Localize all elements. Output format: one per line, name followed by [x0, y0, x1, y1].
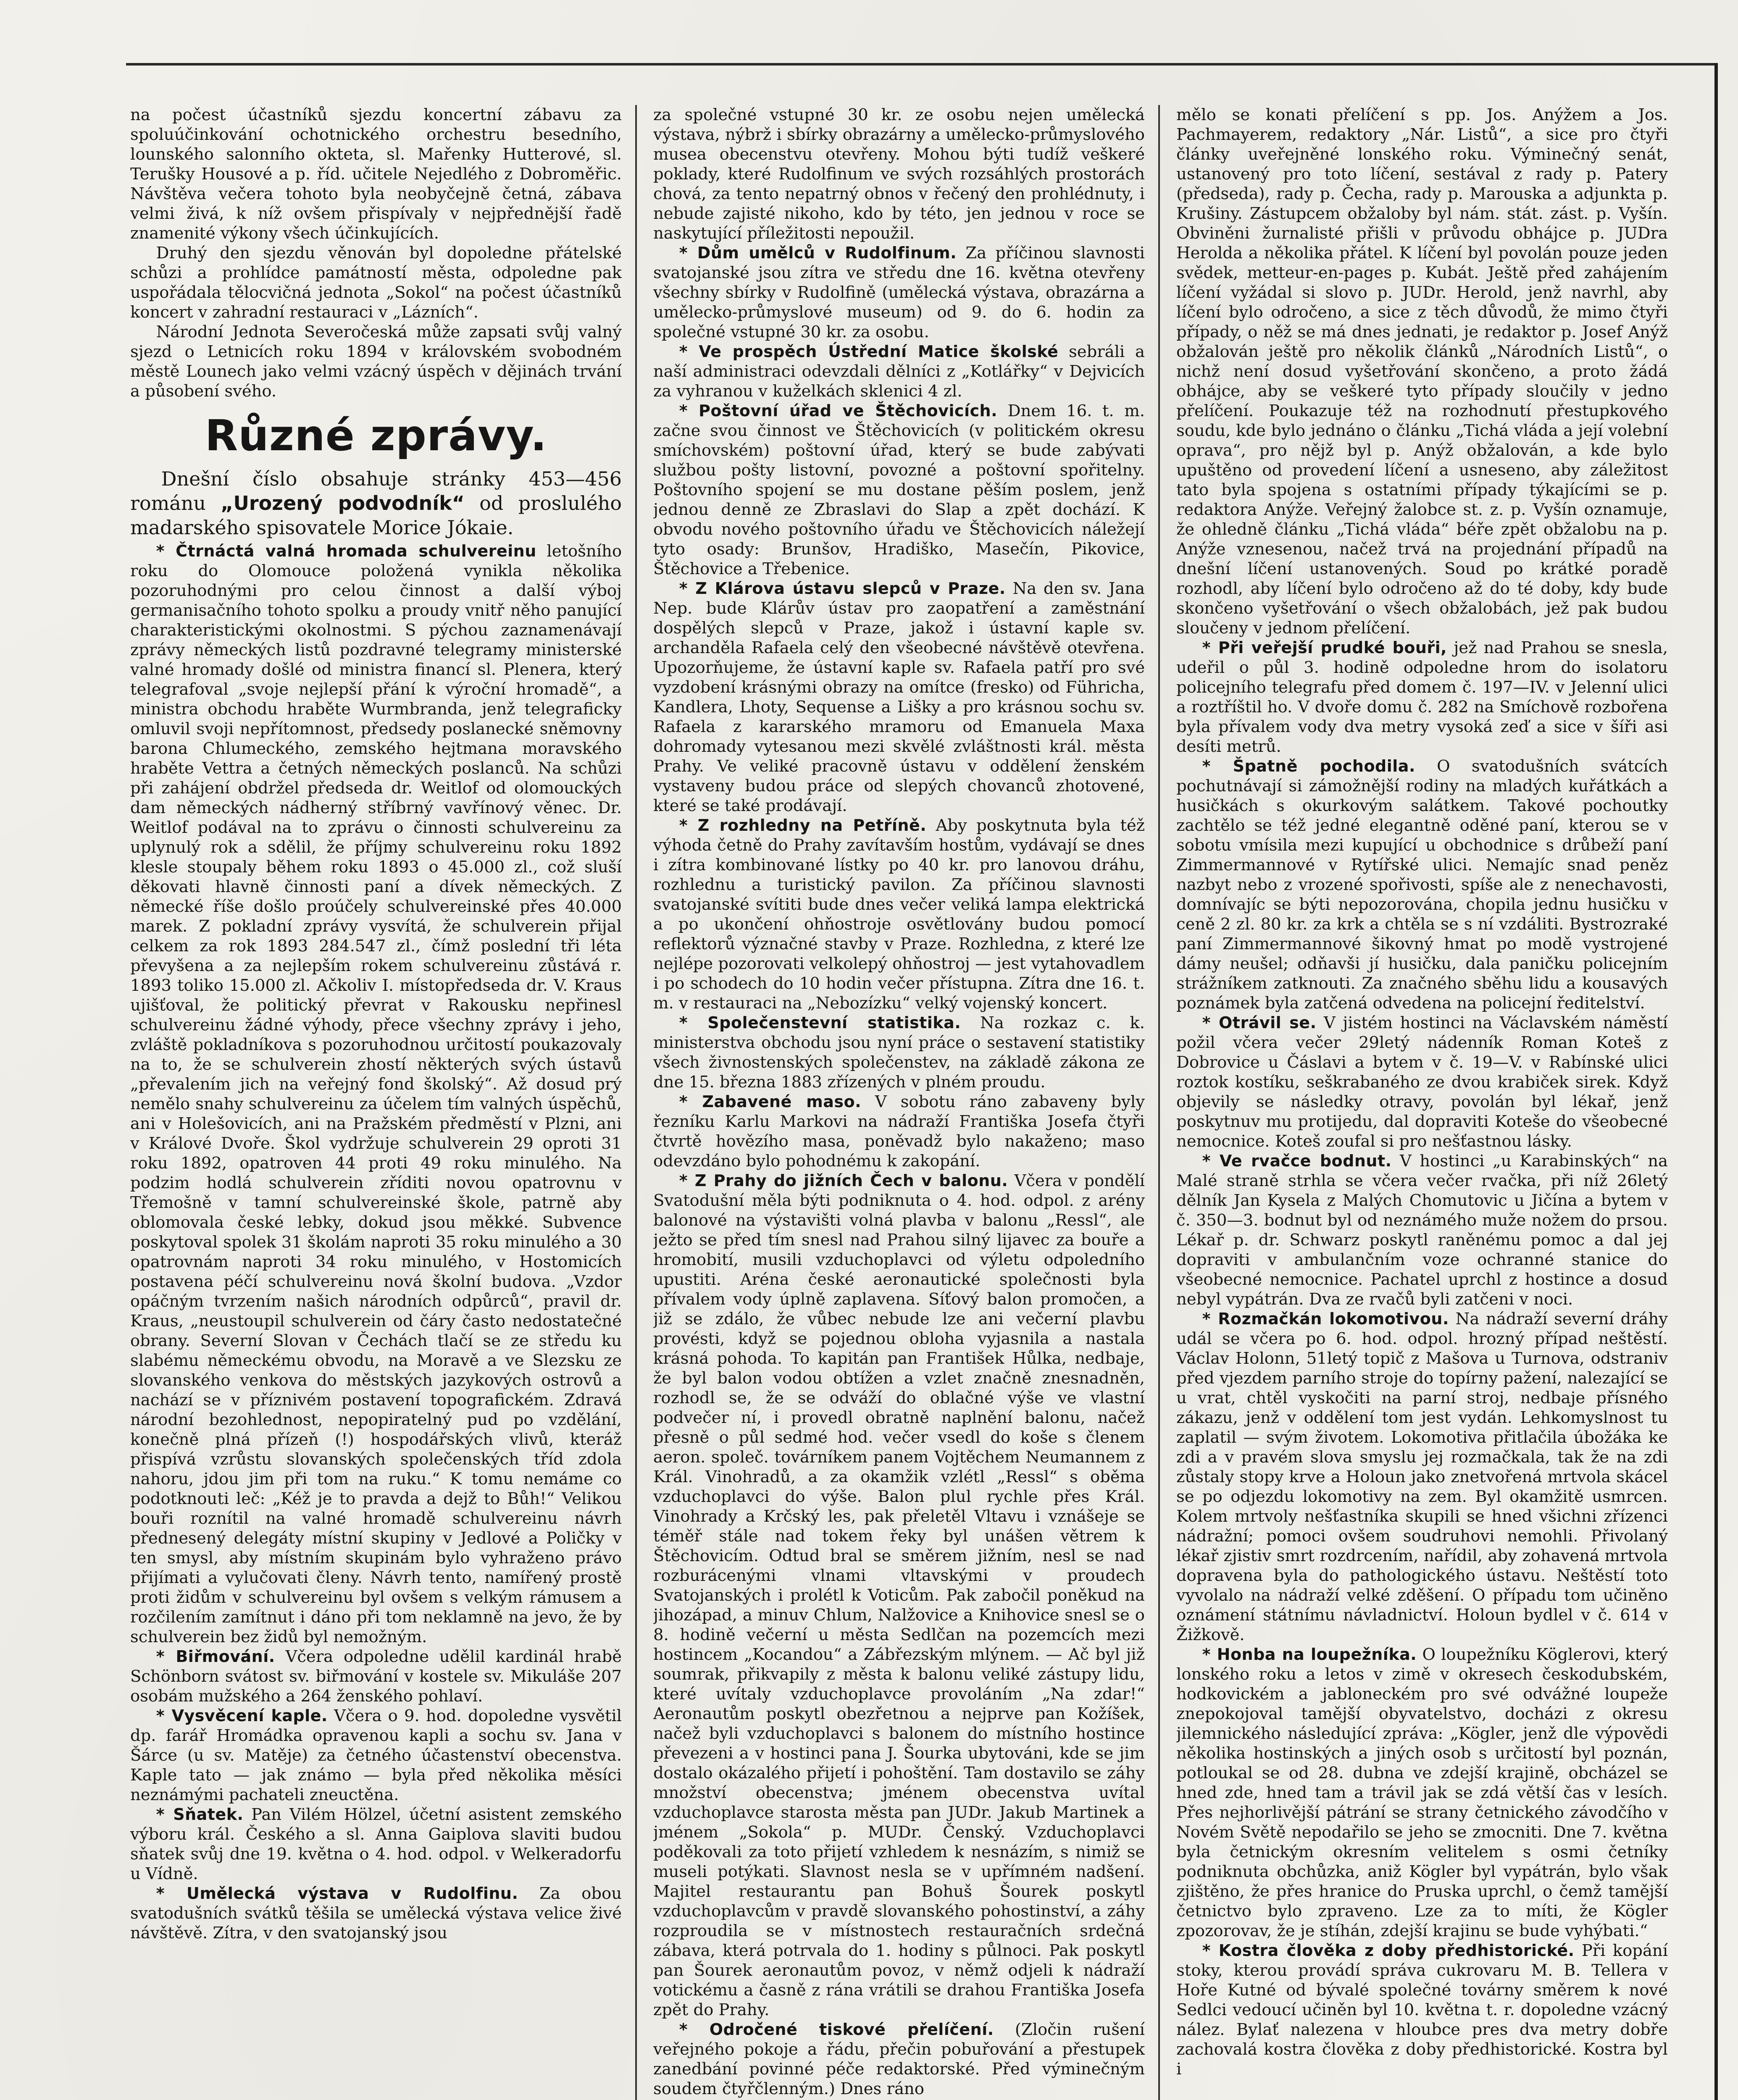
news-item — [653, 816, 1145, 1013]
news-body: jež nad Prahou se snesla, udeřil o půl 3. hodině odpoledne hrom do isolatoru policejního telegrafu před domem č. 197—IV. v Jelenní ulici a roztříštil ho. V dvoře domu č. 282 na Smíchově rozbořena byla přívalem vody dva metry vysoká zeď a sice v šíři asi desíti metrů. — [1176, 638, 1668, 756]
news-item — [1176, 1013, 1668, 1151]
news-item — [653, 1171, 1145, 2020]
right-border-line — [1714, 63, 1718, 2100]
news-body: O loupežníku Köglerovi, který lonského roku a letos v zimě v okresech českodubském, hodkovickém a jabloneckém pro své odvážné loupeže znepokojoval tamější obyvatelstvo, docházi z okresu jilemnického následující zpráva: „Kögler, jenž dle výpovědi několika hostinských a jiných osob s určitostí byl poznán, potloukal se od 28. dubna ve zdejší krajině, obcházel se hned zde, hned tam a trávil jak se zdá větší čas v lesích. Přes nejhorlivější pátrání se strany četnického závodčího v Novém Světě nepodařilo se jeho se zmocniti. Dne 7. května byla četnickým okresním velitelem s osmi četníky podniknuta obchůzka, aniž Kögler byl vypátrán, bylo však zjištěno, že přes hranice do Pruska uprchl, o čemž tamější četnictvo bylo zpraveno. Lze za to míti, že Kögler zpozorovav, že je stíhán, zdejší krajinu se bude vyhýbati.“ — [1176, 1645, 1668, 1940]
news-body: V hostinci „u Karabinských“ na Malé straně strhla se včera večer rvačka, při níž 26letý dělník Jan Kysela z Malých Chomutovic u Jičína a bytem v č. 350—3. bodnut byl od neznámého muže nožem do prsou. Lékař p. dr. Schwarz poskytl raněnému pomoc a dal jej dopraviti v ambulančním voze ochranné stanice do všeobecné nemocnice. Pachatel uprchl z hostince a dosud nebyl vypátrán. Dva ze rvačů byli zatčeni v noci. — [1176, 1152, 1668, 1309]
news-headline: * Z Prahy do jižních Čech v balonu. — [679, 1171, 1008, 1190]
column-1 — [130, 105, 622, 2100]
news-body: Na den sv. Jana Nep. bude Klárův ústav pro zaopatření a zaměstnání dospělých slepců v Praze, jakož i ústavní kaple sv. archanděla Rafaela celý den všeobecné návštěvě otevřena. Upozorňujeme, že ústavní kaple sv. Rafaela patří pro své vyzdobení krásnými obrazy na omítce (fresko) od Führicha, Kandlera, Lhoty, Sequense a Lišky a pro krásnou sochu sv. Rafaela z kararského mramoru od Emanuela Maxa dohromady vytesanou mezi skvělé zvláštnosti král. města Prahy. Ve veliké pracovně ústavu v oddělení ženském vystaveny budou práce od slepých chovanců zhotovené, které se také prodávají. — [653, 579, 1145, 815]
top-border-line — [126, 63, 1717, 66]
news-body: V sobotu ráno zabaveny byly řezníku Karlu Markovi na nádraží Františka Josefa čtyři čtvrtě hovězího masa, poněvadž bylo nakaženo; maso odevzdáno bylo pohodnému k zakopání. — [653, 1092, 1145, 1171]
news-body: (Zločin rušení veřejného pokoje a řádu, přečin pobuřování a přestupek zanedbání povinné péče redaktorské. Před výminečným soudem čtyřčlenným.) Dnes ráno — [653, 2020, 1145, 2098]
news-headline: * Ve prospěch Ústřední Matice školské — [679, 342, 1059, 361]
news-body: V jistém hostinci na Václavském náměstí požil včera večer 29letý nádenník Roman Koteš z Dobrovice u Čáslavi a bytem v č. 19—V. v Rabínské ulici roztok kostíku, seškrabaného ze dvou krabiček sirek. Když objevily se následky otravy, povolán byl lékař, jenž poskytnuv mu protijedu, dal dopraviti Koteše do všeobecné nemocnice. Koteš zoufal si pro nešťastnou lásky. — [1176, 1013, 1668, 1151]
news-body: sebráli a naší administraci odevzdali dělníci z „Kotlářky“ v Dejvicích za vyhranou v kuželkách sklenici 4 zl. — [653, 342, 1145, 401]
news-item — [1176, 1309, 1668, 1645]
news-headline: * Odročené tiskové přelíčení. — [679, 2020, 994, 2039]
news-item — [653, 2020, 1145, 2099]
novel-title: „Urozený podvodník“ — [221, 492, 465, 514]
news-item — [653, 1013, 1145, 1092]
news-body: letošního roku do Olomouce položená vynikla několika pozoruhodnými pro celou činnost a další výboj germanisačního tohoto spolku a proudy vnitř něho panující charakteristickými okolnostmi. S pýchou zaznamenávají zprávy německých listů pozdravné telegramy ministerské valné hromady došlé od ministra financí sl. Plenera, který telegrafoval „svoje nejlepší přání k výroční hromadě“, a ministra obchodu hraběte Wurmbranda, jenž telegraficky omluvil svoji nepřítomnost, předsedy poslanecké sněmovny barona Chlumeckého, zemského hejtmana moravského hraběte Vettra a četných německých poslanců. Na schůzi při zahájení obdržel předseda dr. Weitlof od olomouckých dam německých nádherný stříbrný vavřínový věnec. Dr. Weitlof podával na to zprávu o činnosti schulvereinu za uplynulý rok a sdělil, že příjmy schulvereinu roku 1892 klesle stoupaly během roku 1893 o 45.000 zl., což sluší děkovati hlavně činnosti paní a dívek německých. Z německé říše došlo proúčely schulvereinské přes 40.000 marek. Z pokladní zprávy vysvítá, že schulverein přijal celkem za rok 1893 284.547 zl., čímž poslední tři léta převyšena a za nejlepším rokem schulvereinu zůstává r. 1893 toliko 15.000 zl. Ačkoliv I. místopředseda dr. V. Kraus ujišťoval, že politický převrat v Rakousku nepřinesl schulvereinu žádné výhody, přece všechny zprávy i jeho, zvláště pokladníkova s pozoruhodnou určitostí poukazovaly na to, že se schulverein zhostí některých svých ústavů „převalením jich na veřejný fond školský“. Až dosud prý nemělo snahy schulvereinu za účelem tím valných úspěchů, ani v Holešovicích, ani na Pražském předměstí v Plzni, ani v Králové Dvoře. Škol vydržuje schulverein 29 oproti 31 roku 1892, opatroven 44 proti 49 roku minulého. Na podzim hodlá schulverein zříditi novou opatrovnu v Třemošně v tamní schulvereinské škole, patrně aby oblomovala české lebky, dokud jsou měkké. Subvence poskytoval spolek 31 školám naproti 35 roku minulého a 30 opatrovnám naproti 34 roku minulého, v Hostomicích postavena péčí schulvereinu nová školní budova. „Vzdor opáčným tvrzením našich národních odpůrců“, pravil dr. Kraus, „neustoupil schulverein od čáry často nedostatečné obrany. Severní Slovan v Čechách tlačí se ze středu ku slabému německému obvodu, na Moravě a ve Slezsku ze slovanského venkova do městských jazykových ostrovů a nachází se v příznivém postavení topografickém. Zdravá národní bezohlednost, nepopiratelný pud po vzdělání, konečně plná přízeň (!) hospodářských vlivů, kteráž přispívá vzrůstu slovanských společenských tříd zdola nahoru, jdou jim při tom na ruku.“ K tomu nemáme co podotknouti leč: „Kéž je to pravda a dejž to Bůh!“ Velikou bouři roznítil na valné hromadě schulvereinu návrh přednesený delegáty místní skupiny v Jedlové a Poličky v ten smysl, aby místním skupinám bylo vyhraženo právo přijímati a vylučovati členy. Návrh tento, namířený prostě proti židům v schulvereinu byl ovšem s velkým rámusem a rozčilením zamítnut i dáno při tom neklamně na jevo, že by schulverein bez židů byl nemožným. — [130, 542, 622, 1646]
news-body: Na nádraží severní dráhy udál se včera po 6. hod. odpol. hrozný případ neštěstí. Václav Holonn, 51letý topič z Mašova u Turnova, odstraniv před vjezdem parního stroje do topírny pažení, nalezající se u vrat, chtěl vyskočiti na parní stroj, nedbaje přísného zákazu, jenž v oddělení tom jest vydán. Lehkomyslnost tu zaplatil — svým životem. Lokomotiva přitlačila úbožáka ke zdi a v pravém slova smyslu jej rozmačkala, tak že na zdi zůstaly stopy krve a Holoun jako znetvořená mrtvola skácel se po odjezdu lokomotivy na zem. Byl okamžitě usmrcen. Kolem mrtvoly nešťastníka skupili se hned všichni zřízenci nádražní; pomoci ovšem soudruhovi nemohli. Přivolaný lékař zjistiv smrt rozdrcením, nařídil, aby zohavená mrtvola dopravena byla do pathologického ústavu. Neštěstí toto vyvolalo na nádraží velké zděšení. O případu tom učiněno oznámení státnímu návladnictví. Holoun bydlel v č. 614 v Žižkově. — [1176, 1310, 1668, 1644]
news-item — [1176, 756, 1668, 1013]
news-item — [1176, 1941, 1668, 2079]
news-headline: * Kostra člověka z doby předhistorické. — [1202, 1941, 1575, 1960]
news-headline: * Dům umělců v Rudolfinum. — [679, 244, 957, 262]
news-body: Včera v pondělí Svatodušní měla býti podniknuta o 4. hod. odpol. z arény balonové na výstavišti volná plavba v balonu „Ressl“, ale ježto se před tím snesl nad Prahou silný lijavec za bouře a hromobití, musili vzduchoplavci od výletu odpoledního upustiti. Aréna české aeronautické společnosti byla přívalem vody úplně zaplavena. Síťový balon promočen, a již se zdálo, že vůbec nebude lze ani večerní plavbu provésti, když se pojednou obloha vyjasnila a nastala krásná pohoda. To kapitán pan František Hůlka, nedbaje, že byl balon vodou obtížen a vzlet značně znesnadněn, rozhodl se, že se odváží do oblačné výše ve vlastní podvečer ní, i provedl obratně naplnění balonu, načež přesně o půl sedmé hod. večer vsedl do koše s členem aeron. společ. továrníkem panem Vojtěchem Neumannem z Král. Vinohradů, a za okamžik vzlétl „Ressl“ s oběma vzduchoplavci do výše. Balon plul rychle přes Král. Vinohrady a Krčský les, pak přeletěl Vltavu i vznášeje se téměř stále nad tokem řeky byl unášen větrem k Štěchovicím. Odtud bral se směrem jižním, nesl se nad rozburácenými vlnami vltavskými v proudech Svatojanských i prolétl k Voticům. Pak zabočil poněkud na jihozápad, a minuv Chlum, Nalžovice a Knihovice snesl se o 8. hodině večerní u města Sedlčan na pozemcích mezi hostincem „Kocandou“ a Zábřezským mlýnem. — Ač byl již soumrak, přikvapily z města k balonu veliké zástupy lidu, které uvítaly vzduchoplavce provoláním „Na zdar!“ Aeronautům poskytl obezřetnou a nejprve pan Kožíšek, načež byli vzduchoplavci s balonem do místního hostince převezeni a v hostinci pana J. Šourka ubytováni, kde se jim dostalo okázalého přijetí i pohoštění. Tam dostavilo se záhy množství obecenstva; jménem obecenstva uvítal vzduchoplavce starosta města pan JUDr. Jakub Martinek a jménem „Sokola“ p. MUDr. Čenský. Vzduchoplavci poděkovali za toto přijetí vzhledem k nesnázím, s nimiž se museli potýkati. Slavnost nesla se v upřímném nadšení. Majitel restaurantu pan Bohuš Šourek poskytl vzduchoplavcům v pravdě slovanského pohostinství, a záhy rozproudila se v místnostech restauračních srdečná zábava, která potrvala do 1. hodiny s půlnoci. Pak poskytl pan Šourek aeronautům povoz, v němž odjeli k nádraží votickému a časně z rána vrátili se drahou Františka Josefa zpět do Prahy. — [653, 1171, 1145, 2019]
news-headline: * Vysvěcení kaple. — [156, 1706, 328, 1725]
news-body: Dnem 16. t. m. začne svou činnost ve Štěchovicích (v politickém okresu smíchovském) poštovní úřad, který se bude zabývati službou pošty listovní, povozné a poštovní spořitelny. Poštovního spojení se mu dostane pěším poslem, jenž jednou denně ze Zbraslavi do Slap a zpět dochází. K obvodu nového poštovního úřadu ve Štěchovicích náležejí tyto osady: Brunšov, Hradiško, Masečín, Pikovice, Štěchovice a Třebenice. — [653, 402, 1145, 578]
news-headline: * Z rozhledny na Petříně. — [679, 816, 927, 835]
news-item — [130, 541, 622, 1647]
news-item — [653, 1092, 1145, 1171]
news-item — [1176, 1645, 1668, 1941]
news-headline: * Umělecká výstava v Rudolfinu. — [156, 1884, 518, 1903]
article-paragraph: Národní Jednota Severočeská může zapsati svůj valný sjezd o Letnicích roku 1894 v královském svobodném městě Lounech jako velmi vzácný úspěch v dějinách trvání a působení svého. — [130, 323, 622, 401]
news-item — [653, 342, 1145, 401]
article-paragraph: mělo se konati přelíčení s pp. Jos. Anýžem a Jos. Pachmayerem, redaktory „Nár. Listů“, a sice pro čtyři články uveřejněné lonského roku. Výminečný senát, ustanovený pro toto líčení, sestával z rady p. Patery (předseda), rady p. Čecha, rady p. Marouska a adjunkta p. Krušiny. Zástupcem obžaloby byl nám. stát. zást. p. Vyšín. Obviněni žurnalisté přišli v průvodu obhájce p. JUDra Herolda a několika přátel. K líčení byl povolán pouze jeden svědek, metteur-en-pages p. Kubát. Ještě před zahájením líčení vyžádal si slovo p. JUDr. Herold, jenž navrhl, aby líčení bylo odročeno, a sice z těch důvodů, že mimo čtyři případy, o něž se má dnes jednati, je redaktor p. Josef Anýž obžalován ještě pro několik článků „Národních Listů“, o nichž není dosud vyšetřování skončeno, a proto žádá obhájce, aby se veškeré tyto případy sloučily v jedno přelíčení. Poukazuje též na rozhodnutí přestupkového soudu, kde bylo jednáno o článku „Tichá vláda a její volební oprava“, pro nějž byl p. Anýž obžalován, a kde bylo upuštěno od provedení líčení a usneseno, aby záležitost tato byla spojena s ostatními případy týkajícími se p. redaktora Anýže. Veřejný žalobce st. z. p. Vyšín oznamuje, že ohledně článku „Tichá vláda“ béře zpět obžalobu na p. Anýže vznesenou, načež trvá na projednání případů na dnešní líčení ustanovených. Soud po krátké poradě rozhodl, aby líčení bylo odročeno až do té doby, kdy bude skončeno vyšetřování o všech obžalobách, jež pak budou sloučeny v jednom přelíčení. — [1176, 105, 1668, 638]
section-title: Různé zprávy. — [205, 411, 547, 461]
news-headline: * Poštovní úřad ve Štěchovicích. — [679, 402, 997, 420]
news-body: Při kopání stoky, kterou provádí správa cukrovaru M. B. Tellera v Hoře Kutné od bývalé společné továrny směrem k nové Sedlci vedoucí učiněn byl 10. května t. r. dopoledne vzácný nález. Bylať nalezena v hloubce pres dva metry dobře zachovalá kostra člověka z doby předhistorické. Kostra byl i — [1176, 1941, 1668, 2079]
news-headline: * Honba na loupežníka. — [1202, 1645, 1417, 1664]
news-headline: * Čtrnáctá valná hromada schulvereinu — [156, 542, 536, 560]
news-body: Na rozkaz c. k. ministerstva obchodu jsou nyní práce o sestavení statistiky všech živnostenských společenstev, na základě zákona ze dne 15. března 1883 zřízených v plném proudu. — [653, 1013, 1145, 1092]
news-headline: * Rozmačkán lokomotivou. — [1202, 1310, 1449, 1328]
news-headline: * Zabavené maso. — [679, 1092, 862, 1111]
columns — [130, 105, 1668, 2100]
news-item — [653, 579, 1145, 816]
news-body: Pan Vilém Hölzel, účetní asistent zemského výboru král. Českého a sl. Anna Gaiplova slaviti budou sňatek svůj dne 19. května o 4. hod. odpol. v Welkeradorfu u Vídně. — [130, 1805, 622, 1883]
news-item — [653, 401, 1145, 579]
news-body: O svatodušních svátcích pochutnávají si zámožnější rodiny na mladých kuřátkách a husičkách s okurkovým salátkem. Takové pochoutky zachtělo se též jedné elegantně oděné paní, kterou se v sobotu vmísila mezi kupující u obchodnice s drůbeží paní Zimmermannové v Rytířské ulici. Nemajíc snad peněz nazbyt nebo z vrozené spořivosti, spíše ale z nenechavosti, domnívajíc se býti nepozorována, chopila jednu husičku v ceně 2 zl. 80 kr. za krk a chtěla se s ní vzdáliti. Bystrozraké paní Zimmermannové šikovný hmat po modě vystrojené dámy neušel; odňavši jí husičku, dala paničku policejním strážníkem zatknouti. Za značného sběhu lidu a kousavých poznámek byla zatčená odvedena na policejní ředitelství. — [1176, 757, 1668, 1013]
news-body: Za příčinou slavnosti svatojanské jsou zítra ve středu dne 16. května otevřeny všechny sbírky v Rudolfině (umělecká výstava, obrazárna a umělecko-průmyslové museum) od 9. do 6. hodin za společné vstupné 30 kr. za osobu. — [653, 244, 1145, 341]
news-headline: * Otrávil se. — [1202, 1013, 1317, 1032]
news-item — [130, 1706, 622, 1805]
news-body: Za obou svatodušních svátků těšila se umělecká výstava velice živé návštěvě. Zítra, v den svatojanský jsou — [130, 1884, 622, 1942]
news-item — [1176, 1151, 1668, 1309]
news-headline: * Z Klárova ústavu slepců v Praze. — [679, 579, 1006, 598]
news-item — [653, 243, 1145, 342]
column-2 — [653, 105, 1145, 2100]
column-3 — [1176, 105, 1668, 2100]
news-headline: * Ve rvačce bodnut. — [1202, 1152, 1392, 1170]
novel-notice-part-a: Dnešní číslo obsahuje stránky 453—456 románu — [130, 467, 622, 514]
news-headline: * Společenstevní statistika. — [679, 1013, 961, 1032]
news-body: Včera o 9. hod. dopoledne vysvětil dp. farář Hromádka opravenou kapli a sochu sv. Jana v Šárce (u sv. Matěje) za četného účastenství obecenstva. Kaple tato — jak známo — byla před několika měsíci neznámými pachateli zneuctěna. — [130, 1706, 622, 1804]
news-item — [130, 1805, 622, 1884]
novel-notice-part-c: od proslulého madarského spisovatele Morice Jókaie. — [130, 492, 622, 539]
novel-notice — [130, 467, 622, 540]
news-item — [130, 1647, 622, 1706]
news-body: Aby poskytnuta byla též výhoda četně do Prahy zavítavším hostům, vydávají se dnes i zítra kombinované lístky po 40 kr. pro lanovou dráhu, rozhlednu a turistický pavilon. Za příčinou slavnosti svatojanské svítiti bude dnes večer veliká lampa elektrická a po ukončení ohňostroje osvětlovány budou pomocí reflektorů význačné stavby v Praze. Rozhledna, z které lze nejlépe pozorovati velkolepý ohňostroj — jest vytahovadlem i po schodech do 10 hodin večer přístupna. Zítra dne 16. t. m. v restauraci na „Nebozízku“ velký vojenský koncert. — [653, 816, 1145, 1013]
news-item — [130, 1884, 622, 1943]
news-body: Včera odpoledne udělil kardinál hrabě Schönborn svátost sv. biřmování v kostele sv. Mikuláše 207 osobám mužského a 264 ženského pohlaví. — [130, 1647, 622, 1706]
news-headline: * Při veřejší prudké bouři, — [1202, 638, 1447, 657]
article-paragraph: za společné vstupné 30 kr. ze osobu nejen umělecká výstava, nýbrž i sbírky obrazárny a umělecko-průmyslového musea obecenstvu otevřeny. Mohou býti tudíž veškeré poklady, které Rudolfinum ve svých rozsáhlých prostorách chová, za tento nepatrný obnos v řečený den prohlédnuty, i nebude zajisté nikoho, kdo by této, jen jednou v roce se naskytující příležitosti nepoužil. — [653, 105, 1145, 243]
article-paragraph: na počest účastníků sjezdu koncertní zábavu za spoluúčinkování ochotnického orchestru besedního, lounského salonního okteta, sl. Mařenky Hutterové, sl. Terušky Housové a p. říd. učitele Nejedlého z Dobroměřic. Návštěva večera tohoto byla neobyčejně četná, zábava velmi živá, k níž ovšem přispívaly v nejpřednější řadě znamenité výkony všech účinkujících. — [130, 105, 622, 243]
news-item — [1176, 638, 1668, 756]
news-headline: * Biřmování. — [156, 1647, 275, 1666]
news-headline: * Špatně pochodila. — [1202, 757, 1415, 775]
news-headline: * Sňatek. — [156, 1805, 244, 1824]
article-paragraph: Druhý den sjezdu věnován byl dopoledne přátelské schůzi a prohlídce památností města, odpoledne pak uspořádala tělocvičná jednota „Sokol“ na počest účastníků koncert v zahradní restauraci v „Lázních“. — [130, 244, 622, 322]
